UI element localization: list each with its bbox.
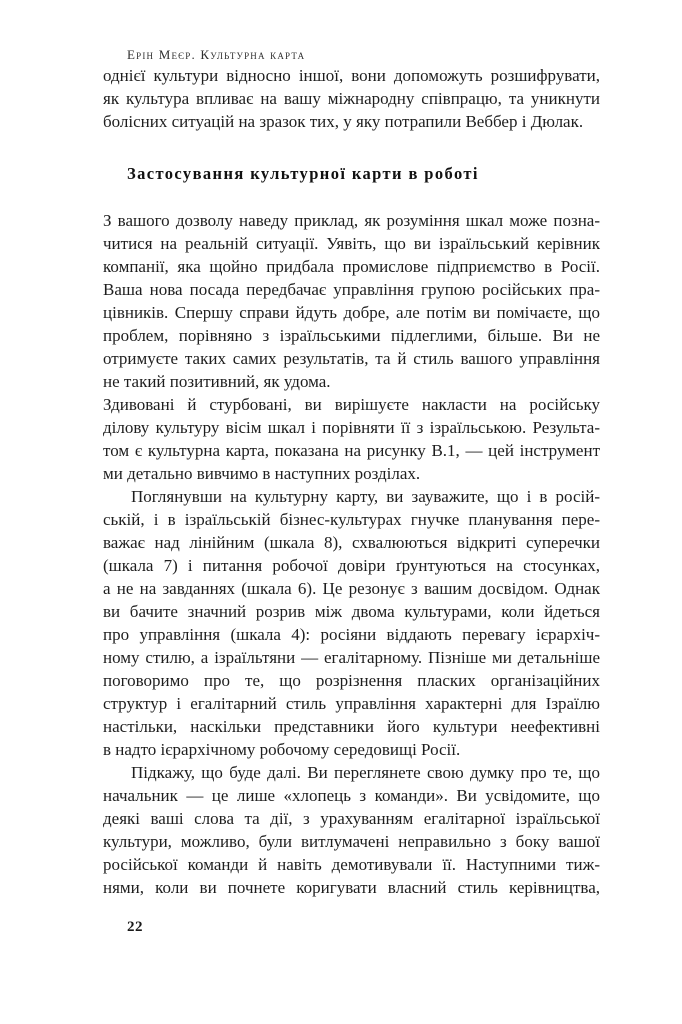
page-number: 22 <box>127 919 143 935</box>
paragraph-4 <box>103 761 600 899</box>
text-line: деякі ваші слова та дії, з урахуванням егалітарної ізраїльської <box>103 809 600 828</box>
text-line: (шкала 7) і питання робочої довіри ґрунтуються на стосунках, <box>103 556 600 575</box>
text-line: том є культурна карта, показана на рисунку В.1, — цей інструмент <box>103 441 600 460</box>
text-line: отримуєте таких самих результатів, та й стиль вашого управління <box>103 349 600 368</box>
text-line: проблем, порівняно з ізраїльськими підлеглими, більше. Ви не <box>103 326 600 345</box>
paragraph-3 <box>103 485 600 761</box>
text-line: ви бачите значний розрив між двома культурами, коли йдеться <box>103 602 600 621</box>
running-header: Ерін Меєр. Культурна карта <box>127 47 306 62</box>
text-line: цівників. Спершу справи йдуть добре, але потім ви помічаєте, що <box>103 303 600 322</box>
text-line: читися на реальній ситуації. Уявіть, що ви ізраїльський керівник <box>103 234 600 253</box>
text-line: в надто ієрархічному робочому середовищі Росії. <box>103 740 461 759</box>
text-line: болісних ситуацій на зразок тих, у яку потрапили Веббер і Дюлак. <box>103 112 584 131</box>
text-line: начальник — це лише «хлопець з команди». Ви усвідомите, що <box>103 786 600 805</box>
text-line: поговоримо про те, що розрізнення пласких організаційних <box>103 671 600 690</box>
intro-paragraph <box>103 64 600 133</box>
text-line: Поглянувши на культурну карту, ви зауважите, що і в росій- <box>131 487 600 506</box>
text-line: російської команди й навіть демотивували її. Наступними тиж- <box>103 855 600 874</box>
text-line: важає над лінійним (шкала 8), схвалюються відкриті суперечки <box>103 533 600 552</box>
text-line: структур і егалітарний стиль управління характерні для Ізраїлю <box>103 694 600 713</box>
text-line: ділову культуру вісім шкал і порівняти її з ізраїльською. Результа- <box>103 418 600 437</box>
text-line: про управління (шкала 4): росіяни віддають перевагу ієрархіч- <box>103 625 600 644</box>
text-line: не такий позитивний, як удома. <box>103 372 331 391</box>
text-line: З вашого дозволу наведу приклад, як розуміння шкал може позна- <box>103 211 600 230</box>
paragraph-2 <box>103 393 600 485</box>
text-line: як культура впливає на вашу міжнародну співпрацю, та уникнути <box>103 89 600 108</box>
text-line: настільки, наскільки представники його культури неефективні <box>103 717 600 736</box>
text-line: Здивовані й стурбовані, ви вирішуєте накласти на російську <box>103 395 600 414</box>
text-line: нями, коли ви почнете коригувати власний стиль керівництва, <box>103 878 600 897</box>
text-line: компанії, яка щойно придбала промислове підприємство в Росії. <box>103 257 600 276</box>
paragraph-1 <box>103 209 600 393</box>
text-line: ській, і в ізраїльській бізнес-культурах гнучке планування пере- <box>103 510 600 529</box>
text-line: Ваша нова посада передбачає управління групою російських пра- <box>103 280 600 299</box>
section-heading: Застосування культурної карти в роботі <box>127 164 479 183</box>
text-line: Підкажу, що буде далі. Ви переглянете свою думку про те, що <box>131 763 600 782</box>
text-line: однієї культури відносно іншої, вони допоможуть розшифрувати, <box>103 66 600 85</box>
text-line: культури, можливо, були витлумачені неправильно з боку вашої <box>103 832 600 851</box>
text-line: а не на завданнях (шкала 6). Це резонує з вашим досвідом. Однак <box>103 579 600 598</box>
text-line: ми детально вивчимо в наступних розділах. <box>103 464 421 483</box>
text-line: ному стилю, а ізраїльтяни — егалітарному. Пізніше ми детальніше <box>103 648 600 667</box>
